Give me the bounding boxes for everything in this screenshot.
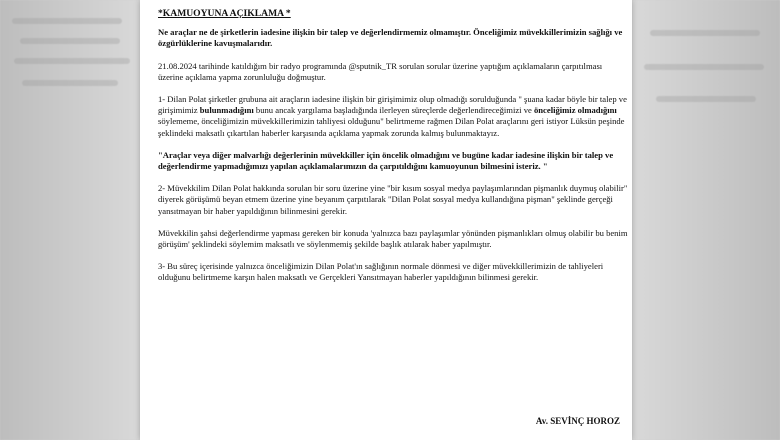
paragraph-2: 2- Müvekkilim Dilan Polat hakkında sorulan bir soru üzerine yine "bir kısım sosyal medya paylaşımlarından pişmanlık duymuş olabilir" diyerek görüşümü beyan etmem üzerine yine beyanım çarpıtılarak "Dilan Polat sosyal medya kullandığına pişman" şeklinde gerçeği yansıtmayan bir haber yapıldığının bilinmesini gerekir. bbox=[158, 183, 628, 216]
blurred-line bbox=[22, 80, 118, 86]
blurred-line bbox=[644, 64, 764, 70]
signature: Av. SEVİNÇ HOROZ bbox=[535, 416, 620, 426]
document-body bbox=[158, 8, 628, 295]
blurred-line bbox=[650, 30, 760, 36]
p1-text-b: bunu ancak yargılama başladığında ilerleyen süreçlerde değerlendireceğimizi ve bbox=[253, 105, 534, 116]
p1-bold-b: önceliğimiz olmadığını bbox=[533, 105, 617, 116]
paragraph-3: 3- Bu süreç içerisinde yalnızca önceliğimizin Dilan Polat'ın sağlığının normale dönmesi ve diğer müvekkillerimizin de tahliyeleri olduğunu belirtmeme karşın halen maksatlı ve Gerçekleri Yansıtmayan haberler yapıldığının bilinmesi gerekir. bbox=[158, 261, 604, 283]
intro-paragraph: Ne araçlar ne de şirketlerin iadesine ilişkin bir talep ve değerlendirmemiz olmamıştır. Önceliğimiz müvekkillerimizin sağlığı ve özgürlüklerine kavuşmalarıdır. bbox=[158, 27, 623, 49]
date-paragraph: 21.08.2024 tarihinde katıldığım bir radyo programında @sputnik_TR sorulan sorular üzerine yaptığım açıklamaların çarpıtılması üzerine açıklama yapma zorunluluğu doğmuştur. bbox=[158, 60, 603, 82]
statement-document bbox=[140, 0, 632, 440]
quote-paragraph: "Araçlar veya diğer malvarlığı değerlerinin müvekkiller için öncelik olmadığını ve bugüne kadar iadesine ilişkin bir talep ve değerlendirme yapmadığımızı yapılan açıklamalarımızın da çarpıtıldığını kamuoyunun bilmesini isteriz. " bbox=[158, 149, 614, 172]
p1-text-c: söylememe, önceliğimizin müvekkillerimizin tahliyesi olduğunu" belirtmeme rağmen Dilan Polat araçlarını geri istiyor Lüksün peşinde şeklindeki maksatlı çıkartılan haberler karşısında açıklama yapmak zorunda kalmış bulunmaktayız. bbox=[158, 116, 625, 138]
blurred-line bbox=[14, 58, 130, 64]
blurred-background-right bbox=[632, 0, 780, 440]
p1-bold-a: bulunmadığını bbox=[199, 105, 254, 116]
blurred-line bbox=[12, 18, 122, 24]
paragraph-2b: Müvekkilin şahsi değerlendirme yapması gereken bir konuda 'yalnızca bazı paylaşımlar yönünden pişmanlıkları olmuş olabilir bu benim görüşüm' şeklindeki söylemim maksatlı ve söylenmemiş şekilde başlık atılarak haber yapılmıştır. bbox=[158, 227, 628, 250]
blurred-background-left bbox=[0, 0, 140, 440]
blurred-line bbox=[656, 96, 756, 102]
blurred-line bbox=[20, 38, 120, 44]
paragraph-1 bbox=[158, 94, 628, 139]
p1-text-a: 1- Dilan Polat şirketler grubuna ait araçların iadesine ilişkin bir girişimimiz olup olmadığı sorulduğunda " şuana kadar böyle bir talep ve girişimimiz bbox=[158, 94, 627, 116]
document-title: *KAMUOYUNA AÇIKLAMA * bbox=[158, 8, 291, 19]
